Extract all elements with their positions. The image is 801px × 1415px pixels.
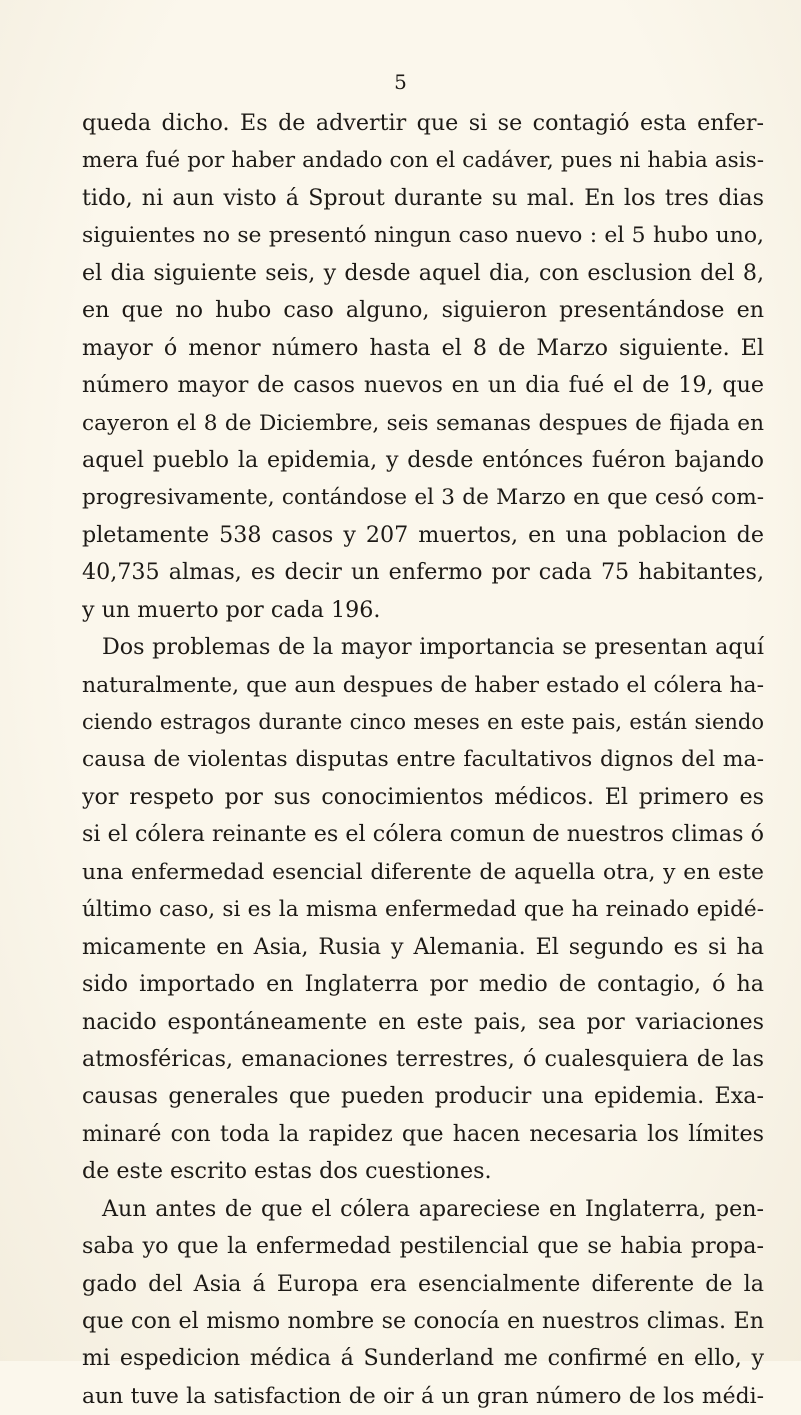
text-line: mayor ó menor número hasta el 8 de Marzo siguiente. El (82, 334, 764, 361)
text-line: en que no hubo caso alguno, siguieron presentándose en (82, 297, 764, 324)
text-line: atmosféricas, emanaciones terrestres, ó cualesquiera de las (82, 1045, 764, 1072)
text-line: último caso, si es la misma enfermedad que ha reinado epidé- (82, 897, 764, 923)
text-line: de este escrito estas dos cuestiones. (82, 1158, 492, 1185)
text-line: si el cólera reinante es el cólera comun de nuestros climas ó (82, 821, 764, 848)
text-line: ciendo estragos durante cinco meses en este pais, están siendo (82, 710, 764, 734)
text-line: 40,735 almas, es decir un enfermo por cada 75 habitantes, (82, 559, 764, 586)
text-line: micamente en Asia, Rusia y Alemania. El segundo es si ha (82, 933, 764, 960)
text-line: queda dicho. Es de advertir que si se contagió esta enfer- (82, 110, 764, 136)
text-line: el dia siguiente seis, y desde aquel dia, con esclusion del 8, (82, 259, 764, 286)
text-line: naturalmente, que aun despues de haber estado el cólera ha- (82, 672, 764, 698)
page-number: 5 (394, 70, 407, 94)
text-line: nacido espontáneamente en este pais, sea por variaciones (82, 1008, 764, 1035)
text-line: sido importado en Inglaterra por medio de contagio, ó ha (82, 971, 764, 998)
text-line: siguientes no se presentó ningun caso nuevo : el 5 hubo uno, (82, 223, 764, 249)
text-line: mera fué por haber andado con el cadáver, pues ni habia asis- (82, 148, 764, 174)
text-line: minaré con toda la rapidez que hacen necesaria los límites (82, 1120, 764, 1147)
text-line: Dos problemas de la mayor importancia se presentan aquí (102, 634, 764, 661)
text-line: saba yo que la enfermedad pestilencial que se habia propa- (82, 1233, 764, 1260)
text-line: mi espedicion médica á Sunderland me confirmé en ello, y (82, 1345, 764, 1372)
text-line: yor respeto por sus conocimientos médicos. El primero es (82, 783, 764, 810)
text-line: aquel pueblo la epidemia, y desde entónces fuéron bajando (82, 446, 764, 473)
text-line: gado del Asia á Europa era esencialmente diferente de la (82, 1270, 764, 1297)
text-line: causa de violentas disputas entre facultativos dignos del ma- (82, 747, 764, 773)
text-line: Aun antes de que el cólera apareciese en Inglaterra, pen- (102, 1195, 764, 1222)
text-line: aun tuve la satisfaction de oir á un gran número de los médi- (82, 1383, 764, 1409)
text-line: progresivamente, contándose el 3 de Marzo en que cesó com- (82, 485, 764, 511)
text-line: cayeron el 8 de Diciembre, seis semanas despues de fijada en (82, 410, 764, 436)
text-line: número mayor de casos nuevos en un dia fué el de 19, que (82, 372, 764, 399)
text-line: una enfermedad esencial diferente de aquella otra, y en este (82, 859, 764, 885)
body-text (82, 105, 764, 1415)
text-line: causas generales que pueden producir una epidemia. Exa- (82, 1083, 764, 1110)
text-line: tido, ni aun visto á Sprout durante su mal. En los tres dias (82, 184, 764, 211)
text-line: pletamente 538 casos y 207 muertos, en una poblacion de (82, 521, 764, 548)
text-line: y un muerto por cada 196. (82, 596, 381, 623)
text-line: que con el mismo nombre se conocía en nuestros climas. En (82, 1308, 764, 1334)
